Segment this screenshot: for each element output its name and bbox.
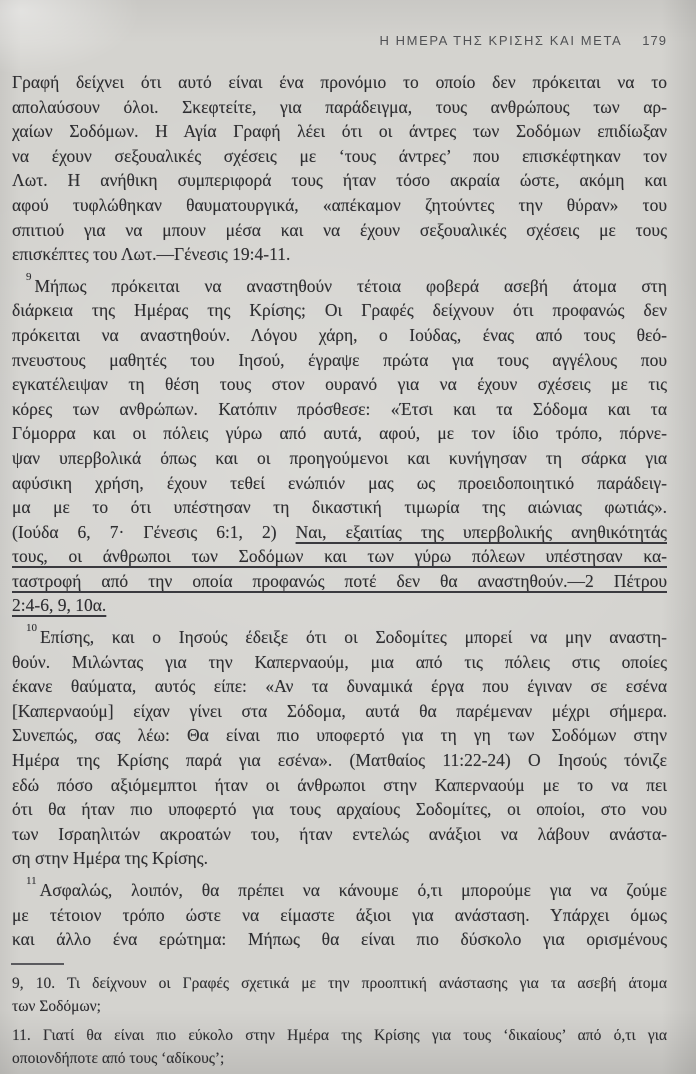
- text-segment: Συνεπώς, σας λέω: Θα είναι πιο υποφερτό για τη γη των Σοδόμων στην: [12, 725, 667, 746]
- chapter-title: Η ΗΜΕΡΑ ΤΗΣ ΚΡΙΣΗΣ ΚΑΙ ΜΕΤΑ: [379, 33, 623, 48]
- text-line: [12, 446, 667, 471]
- text-segment: ψαν υπερβολικά όπως και οι προηγούμενοι και κυνήγησαν τη σάρκα για: [12, 447, 667, 468]
- text-segment: εδώ πόσο αξιόμεμπτοι ήταν οι άνθρωποι στην Καπερναούμ με το να πει: [12, 774, 667, 795]
- text-segment: 11. Γιατί θα είναι πιο εύκολο στην Ημέρα της Κρίσης για τους ‘δικαίους’ από ό,τι για: [12, 1027, 667, 1044]
- text-line: [12, 650, 667, 675]
- text-line: [12, 674, 667, 699]
- paragraph-number: 10: [26, 622, 37, 635]
- paragraph: [12, 270, 667, 618]
- text-segment: Ασφαλώς, λοιπόν, θα πρέπει να κάνουμε ό,τι μπορούμε για να ζούμε: [39, 880, 667, 900]
- text-line: [12, 495, 667, 520]
- paragraph: [12, 622, 667, 871]
- text-line: [12, 973, 667, 996]
- text-segment: σπιτιού για να μπουν μέσα και να έχουν σεξουαλικές σχέσεις με τους: [12, 219, 667, 240]
- text-line: [12, 875, 667, 903]
- text-segment: ότι θα ήταν πιο υποφερτό για τους αρχαίους Σοδομίτες, οι οποίοι, στο νου: [12, 799, 667, 820]
- text-segment: μα με το ότι υπέστησαν τη δικαστική τιμωρία της αιώνιας φωτιάς».: [12, 497, 667, 518]
- text-line: [12, 119, 667, 144]
- study-questions: [12, 973, 667, 1070]
- text-segment: Ημέρα της Κρίσης παρά για εσένα». (Ματθαίος 11:22-24) Ο Ιησούς τόνιζε: [12, 750, 667, 771]
- text-segment: πνευστους μαθητές του Ιησού, έγραψε πρώτα για τους αγγέλους που: [12, 349, 667, 370]
- text-line: [12, 372, 667, 397]
- text-line: [12, 520, 667, 545]
- text-line: [12, 846, 667, 871]
- text-line: [12, 699, 667, 724]
- text-segment: έκανε θαύματα, αυτός είπε: «Αν τα δυναμικά έργα που έγιναν σε εσένα: [12, 676, 667, 697]
- text-line: [12, 397, 667, 422]
- text-line: [12, 298, 667, 323]
- text-line: [12, 323, 667, 348]
- text-segment: χαίων Σοδόμων. Η Αγία Γραφή λέει ότι οι άντρες των Σοδόμων επιδίωξαν: [12, 121, 667, 142]
- text-segment: Μήπως πρόκειται να αναστηθούν τέτοια φοβερά ασεβή άτομα στη: [34, 275, 667, 296]
- paragraph-number: 9: [26, 270, 32, 283]
- text-line: [12, 1025, 667, 1048]
- text-segment: (Ιούδα 6, 7· Γένεσις 6:1, 2): [12, 521, 296, 542]
- text-line: [12, 168, 667, 193]
- text-line: [12, 421, 667, 446]
- text-line: [12, 242, 667, 267]
- text-segment: πρόκειται να αναστηθούν. Λόγου χάρη, ο Ιούδας, ένας από τους θεό-: [12, 324, 667, 345]
- text-segment: με τέτοιον τρόπο ώστε να είμαστε άξιοι για ανάσταση. Υπάρχει όμως: [12, 904, 667, 925]
- text-line: [12, 544, 667, 569]
- underlined-text: Ναι, εξαιτίας της υπερβολικής ανηθικότητάς: [295, 521, 667, 542]
- text-line: [12, 773, 667, 798]
- underlined-text: 2:4-6, 9, 10α.: [12, 595, 107, 616]
- text-segment: θούν. Μιλώντας για την Καπερναούμ, μια από τις πόλεις στις οποίες: [12, 651, 667, 672]
- text-line: [12, 723, 667, 748]
- underlined-text: τους, οι άνθρωποι των Σοδόμων και των γύρω πόλεων υπέστησαν κα-: [12, 546, 667, 567]
- text-line: [12, 70, 667, 95]
- text-segment: οποιονδήποτε από τους ‘αδίκους’;: [12, 1049, 225, 1067]
- text-segment: Γραφή δείχνει ότι αυτό είναι ένα προνόμιο το οποίο δεν πρόκειται να το: [12, 72, 667, 92]
- text-segment: 9, 10. Τι δείχνουν οι Γραφές σχετικά με την προοπτική ανάστασης για τα ασεβή άτομα: [12, 975, 667, 992]
- text-segment: επισκέπτες του Λωτ.—Γένεσις 19:4-11.: [12, 244, 291, 265]
- text-line: [12, 797, 667, 822]
- text-line: [12, 996, 667, 1019]
- paragraph: [12, 70, 667, 267]
- body-text: [12, 70, 667, 952]
- text-segment: Γόμορρα και οι πόλεις γύρω από αυτά, αφού, με τον ίδιο τρόπο, πόρνε-: [12, 423, 667, 444]
- text-line: [12, 144, 667, 169]
- text-line: [12, 569, 667, 594]
- text-segment: απολαύσουν όλοι. Σκεφτείτε, για παράδειγμα, τους ανθρώπους των αρ-: [12, 96, 667, 117]
- text-line: [12, 903, 667, 928]
- text-segment: Επίσης, και ο Ιησούς έδειξε ότι οι Σοδομίτες μπορεί να μην αναστη-: [40, 627, 667, 648]
- footnote: [12, 973, 667, 1018]
- text-line: [12, 348, 667, 373]
- text-segment: εγκατέλειψαν τη θέση τους στον ουρανό για να έχουν σχέσεις με τις: [12, 374, 667, 395]
- text-segment: διάρκεια της Ημέρας της Κρίσης; Οι Γραφές δείχνουν ότι προφανώς δεν: [12, 300, 667, 321]
- text-segment: των Ισραηλιτών ακροατών του, ήταν εντελώς ανάξιοι να λάβουν ανάστα-: [12, 823, 667, 844]
- text-segment: κόρες των ανθρώπων. Κατόπιν πρόσθεσε: «Έτσι και τα Σόδομα και τα: [12, 398, 667, 419]
- page-number: 179: [642, 33, 667, 48]
- text-segment: αφού τυφλώθηκαν θαυματουργικά, «απέκαμον ζητούντες την θύραν» του: [12, 194, 667, 215]
- text-line: [12, 822, 667, 847]
- paragraph-number: 11: [26, 875, 37, 888]
- text-line: [12, 927, 667, 952]
- text-segment: αφύσικη χρήση, έχουν τεθεί ενώπιόν μας ως προειδοποιητικό παράδειγ-: [12, 472, 667, 493]
- text-line: [12, 1048, 667, 1071]
- text-segment: ση στην Ημέρα της Κρίσης.: [12, 848, 208, 869]
- text-line: [12, 270, 667, 299]
- text-line: [12, 193, 667, 218]
- text-line: [12, 593, 667, 618]
- text-line: [12, 218, 667, 243]
- text-line: [12, 748, 667, 773]
- footnote: [12, 1025, 667, 1070]
- text-line: [12, 622, 667, 650]
- footnote-separator: [11, 963, 64, 965]
- text-segment: Λωτ. Η ανήθικη συμπεριφορά τους ήταν τόσο ακραία ώστε, ακόμη και: [12, 170, 667, 191]
- paragraph: [12, 875, 667, 952]
- text-line: [12, 95, 667, 120]
- underlined-text: ταστροφή από την οποία προφανώς ποτέ δεν θα αναστηθούν.—2 Πέτρου: [12, 570, 667, 591]
- running-header: [12, 33, 667, 48]
- text-segment: να έχουν σεξουαλικές σχέσεις με ‘τους άντρες’ που επισκέφτηκαν τον: [12, 145, 667, 166]
- text-line: [12, 471, 667, 496]
- text-segment: [Καπερναούμ] είχαν γίνει στα Σόδομα, αυτά θα παρέμεναν μέχρι σήμερα.: [12, 700, 667, 721]
- text-segment: και άλλο ένα ερώτημα: Μήπως θα είναι πιο δύσκολο για ορισμένους: [12, 929, 667, 950]
- text-segment: των Σοδόμων;: [12, 997, 101, 1015]
